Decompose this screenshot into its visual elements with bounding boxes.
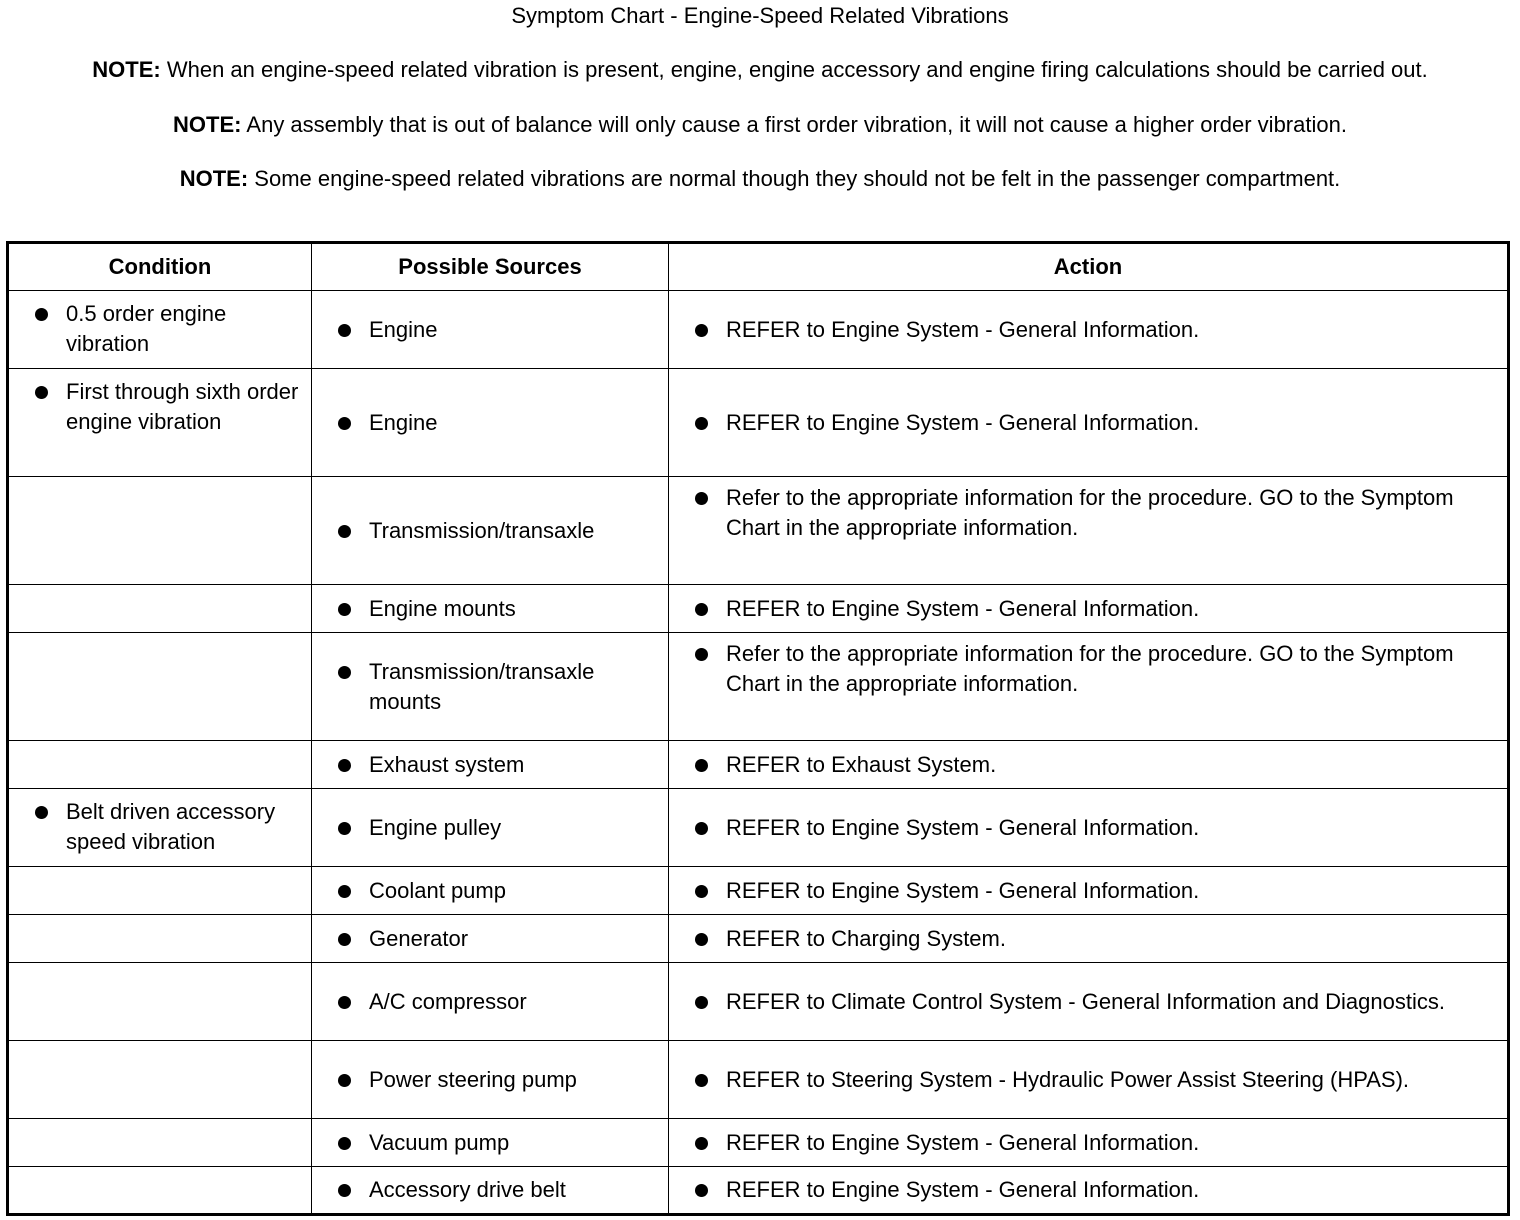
page-title: Symptom Chart - Engine-Speed Related Vibrations: [511, 3, 1009, 28]
bullet-icon: [695, 759, 708, 772]
action-cell: [669, 915, 1509, 963]
action-cell-text: REFER to Engine System - General Information.: [726, 1177, 1200, 1202]
table-row: [8, 477, 1509, 585]
source-cell-text: Accessory drive belt: [369, 1177, 566, 1202]
condition-cell: [8, 1167, 312, 1215]
action-cell-text: REFER to Charging System.: [726, 925, 1006, 951]
condition-cell-text: 0.5 order engine vibration: [66, 301, 227, 356]
source-cell-text: A/C compressor: [369, 988, 527, 1014]
table-row: [8, 789, 1509, 867]
condition-cell: [8, 789, 312, 867]
condition-cell: [8, 477, 312, 585]
condition-cell-text: First through sixth order engine vibration: [66, 379, 299, 434]
bullet-icon: [338, 1137, 351, 1150]
condition-cell: [8, 1041, 312, 1119]
table-row: [8, 915, 1509, 963]
bullet-icon: [695, 1184, 708, 1197]
source-cell-text: Engine: [369, 409, 438, 435]
action-cell: [669, 585, 1509, 633]
table-header-row: [8, 243, 1509, 291]
source-cell: [312, 867, 669, 915]
source-cell: [312, 291, 669, 369]
table-row: [8, 1119, 1509, 1167]
action-cell: [669, 633, 1509, 741]
bullet-icon: [695, 996, 708, 1009]
bullet-icon: [695, 1137, 708, 1150]
bullet-icon: [338, 933, 351, 946]
note-text: Some engine-speed related vibrations are normal though they should not be felt in the passenger compartment.: [254, 166, 1341, 191]
source-cell-text: Engine pulley: [369, 814, 502, 840]
bullet-icon: [35, 806, 48, 819]
table-row: [8, 741, 1509, 789]
action-cell-text: REFER to Exhaust System.: [726, 751, 997, 777]
source-cell: [312, 477, 669, 585]
bullet-icon: [695, 1074, 708, 1087]
bullet-icon: [695, 933, 708, 946]
symptom-table: [6, 241, 1510, 1216]
note-text: Any assembly that is out of balance will only cause a first order vibration, it will not cause a higher order vibration.: [246, 112, 1347, 137]
source-cell-text: Coolant pump: [369, 877, 506, 903]
note-3: [20, 164, 1500, 193]
condition-cell: [8, 741, 312, 789]
note-2: [20, 110, 1500, 139]
table-row: [8, 1167, 1509, 1215]
table-row: [8, 1041, 1509, 1119]
bullet-icon: [338, 1074, 351, 1087]
action-cell: [669, 291, 1509, 369]
bullet-icon: [695, 648, 708, 661]
action-cell: [669, 1119, 1509, 1167]
note-label: NOTE:: [179, 166, 249, 191]
bullet-icon: [338, 1184, 351, 1197]
source-cell: [312, 741, 669, 789]
action-cell-text: Refer to the appropriate information for the procedure. GO to the Symptom Chart in the appropriate information.: [726, 485, 1454, 540]
action-cell-text: REFER to Engine System - General Information.: [726, 814, 1200, 840]
condition-cell: [8, 1119, 312, 1167]
source-cell: [312, 633, 669, 741]
bullet-icon: [338, 525, 351, 538]
action-cell: [669, 477, 1509, 585]
source-cell-text: Exhaust system: [369, 751, 525, 777]
action-cell-text: REFER to Engine System - General Information.: [726, 595, 1200, 621]
bullet-icon: [695, 603, 708, 616]
condition-cell: [8, 915, 312, 963]
action-cell-text: REFER to Engine System - General Information.: [726, 1129, 1200, 1155]
bullet-icon: [338, 603, 351, 616]
source-cell-text: Engine mounts: [369, 595, 516, 621]
table-row: [8, 867, 1509, 915]
source-cell-text: Transmission/transaxle: [369, 517, 595, 543]
table-row: [8, 369, 1509, 477]
source-cell: [312, 789, 669, 867]
header-condition: Condition: [8, 243, 312, 291]
bullet-icon: [338, 996, 351, 1009]
condition-cell: [8, 963, 312, 1041]
condition-cell: [8, 867, 312, 915]
action-cell-text: REFER to Steering System - Hydraulic Power Assist Steering (HPAS).: [726, 1066, 1410, 1092]
action-cell: [669, 789, 1509, 867]
bullet-icon: [338, 759, 351, 772]
source-cell: [312, 1041, 669, 1119]
action-cell-text: REFER to Climate Control System - General Information and Diagnostics.: [726, 988, 1445, 1014]
action-cell-text: REFER to Engine System - General Information.: [726, 877, 1200, 903]
source-cell-text: Vacuum pump: [369, 1129, 510, 1155]
bullet-icon: [695, 822, 708, 835]
source-cell: [312, 963, 669, 1041]
bullet-icon: [338, 822, 351, 835]
action-cell-text: REFER to Engine System - General Information.: [726, 409, 1200, 435]
action-cell: [669, 1041, 1509, 1119]
action-cell: [669, 1167, 1509, 1215]
bullet-icon: [695, 324, 708, 337]
source-cell-text: Generator: [369, 925, 469, 951]
table-row: [8, 585, 1509, 633]
table-row: [8, 963, 1509, 1041]
bullet-icon: [338, 324, 351, 337]
action-cell: [669, 741, 1509, 789]
bullet-icon: [338, 666, 351, 679]
source-cell: [312, 1119, 669, 1167]
bullet-icon: [695, 417, 708, 430]
source-cell: [312, 915, 669, 963]
source-cell: [312, 1167, 669, 1215]
action-cell: [669, 963, 1509, 1041]
condition-cell: [8, 369, 312, 477]
condition-cell-text: Belt driven accessory speed vibration: [66, 799, 276, 854]
note-label: NOTE:: [92, 57, 161, 82]
action-cell: [669, 867, 1509, 915]
bullet-icon: [338, 417, 351, 430]
action-cell: [669, 369, 1509, 477]
source-cell-text: Power steering pump: [369, 1066, 577, 1092]
condition-cell: [8, 633, 312, 741]
note-1: [20, 55, 1500, 84]
note-text: When an engine-speed related vibration is present, engine, engine accessory and engine firing calculations should be carried out.: [166, 57, 1428, 82]
condition-cell: [8, 585, 312, 633]
header-action: Action: [669, 243, 1509, 291]
source-cell-text: Engine: [369, 316, 438, 342]
condition-cell: [8, 291, 312, 369]
note-label: NOTE:: [173, 112, 242, 137]
table-row: [8, 633, 1509, 741]
action-cell-text: REFER to Engine System - General Information.: [726, 316, 1200, 342]
table-body: [8, 291, 1509, 1215]
table-row: [8, 291, 1509, 369]
source-cell-text: Transmission/transaxle mounts: [369, 658, 595, 714]
bullet-icon: [695, 492, 708, 505]
source-cell: [312, 369, 669, 477]
source-cell: [312, 585, 669, 633]
bullet-icon: [338, 885, 351, 898]
bullet-icon: [695, 885, 708, 898]
action-cell-text: Refer to the appropriate information for the procedure. GO to the Symptom Chart in the appropriate information.: [726, 641, 1454, 696]
bullet-icon: [35, 308, 48, 321]
header-possible-sources: Possible Sources: [312, 243, 669, 291]
bullet-icon: [35, 386, 48, 399]
